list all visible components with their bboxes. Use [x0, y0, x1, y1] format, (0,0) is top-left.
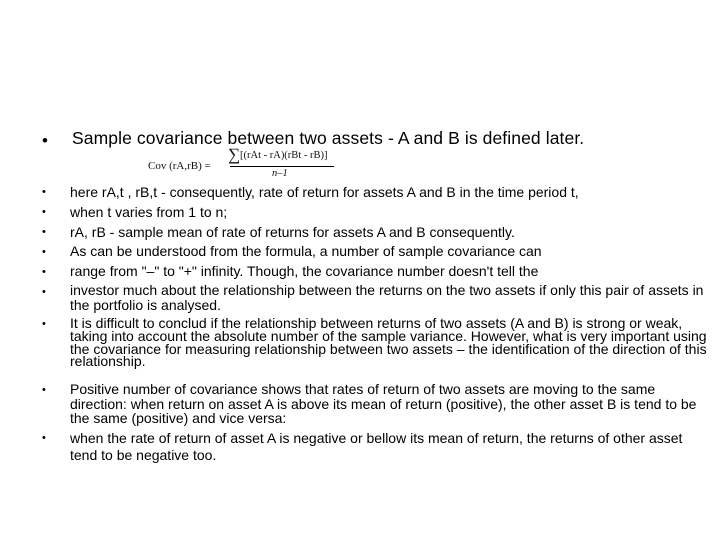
- list-item: rA, rB - sample mean of rate of returns for assets A and B consequently.: [70, 224, 515, 240]
- bullet-marker: •: [42, 131, 48, 150]
- list-item: when t varies from 1 to n;: [70, 204, 228, 220]
- formula-numerator: [(rAt - rA)(rBt - rB)]: [240, 150, 328, 161]
- bullet-marker: •: [42, 318, 46, 330]
- bullet-marker: •: [42, 186, 46, 198]
- bullet-marker: •: [42, 384, 46, 396]
- bullet-marker: •: [42, 432, 46, 444]
- list-item: It is difficult to conclud if the relationship between returns of two assets (A and B) is strong or weak, taking into account the absolute number of the sample variance. However, what is very important using the covariance for measuring relationship between two assets – the identification of the direction of this relationship.: [70, 315, 707, 370]
- list-item: here rA,t , rB,t - consequently, rate of return for assets A and B in the time period t,: [70, 184, 579, 200]
- fraction-bar: [230, 166, 334, 167]
- bullet-marker: •: [42, 226, 46, 238]
- list-item: investor much about the relationship between the returns on the two assets if only this pair of assets in the portfolio is analysed.: [70, 282, 704, 313]
- list-item: range from "–" to "+" infinity. Though, the covariance number doesn't tell the: [70, 263, 539, 279]
- formula-lhs: Cov (rA,rB) =: [148, 160, 211, 172]
- list-item: when the rate of return of asset A is negative or bellow its mean of return, the returns of other asset tend to be negative too.: [70, 430, 683, 463]
- bullet-marker: •: [42, 246, 46, 258]
- slide-heading: Sample covariance between two assets - A and B is defined later.: [72, 128, 585, 148]
- formula-denominator: n–1: [272, 168, 288, 179]
- list-item: As can be understood from the formula, a number of sample covariance can: [70, 243, 542, 259]
- sigma-symbol: ∑: [228, 145, 241, 164]
- list-item: Positive number of covariance shows that rates of return of two assets are moving to the same direction: when return on asset A is above its mean of return (positive), the other asset B is tend to be the same (positive) and vice versa:: [70, 381, 697, 426]
- bullet-marker: •: [42, 286, 46, 298]
- covariance-formula: [148, 146, 348, 184]
- bullet-marker: •: [42, 206, 46, 218]
- bullet-marker: •: [42, 266, 46, 278]
